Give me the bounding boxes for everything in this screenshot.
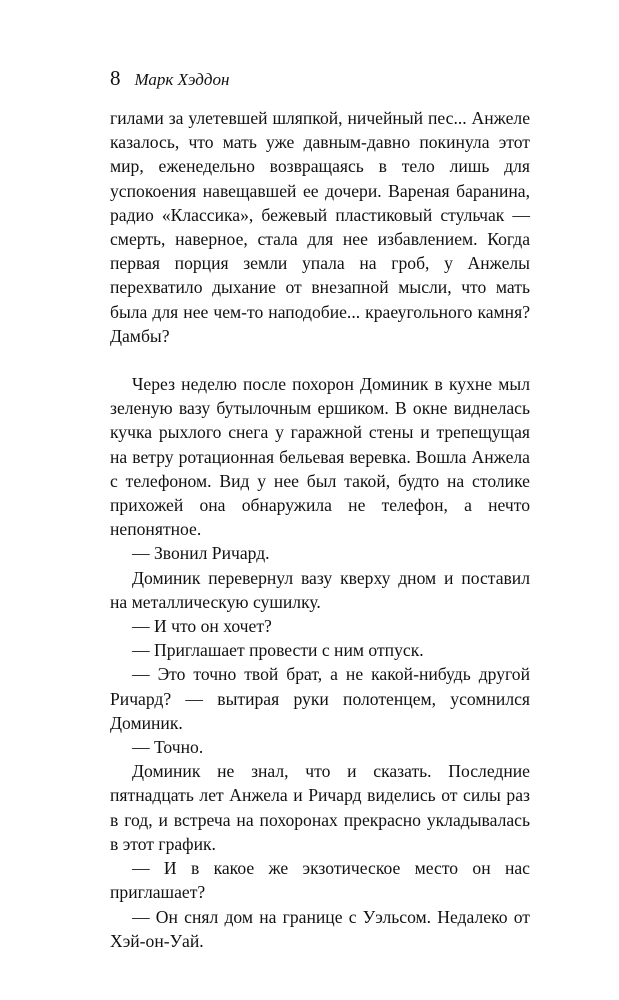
dialogue-line: — Он снял дом на границе с Уэльсом. Недалеко от Хэй-он-Уай. xyxy=(110,906,530,951)
paragraph: Доминик перевернул вазу кверху дном и поставил на металлическую сушилку. xyxy=(110,567,530,612)
book-page xyxy=(110,66,530,953)
dialogue-line: — Приглашает провести с ним отпуск. xyxy=(132,640,424,661)
paragraph-continued: гилами за улетевшей шляпкой, ничейный пес... Анжеле казалось, что мать уже давным-давно покинула этот мир, еженедельно возвращаясь в тело лишь для успокоения навещавшей ее дочери. Вареная баранина, радио «Классика», бежевый пластиковый стульчак — смерть, наверное, стала для нее избавлением. Когда первая порция земли упала на гроб, у Анжелы перехватило дыхание от внезапной мысли, что мать была для нее чем-то наподобие... краеугольного камня? Дамбы? xyxy=(110,108,530,346)
body-text xyxy=(110,106,530,953)
dialogue-line: — И что он хочет? xyxy=(132,616,272,637)
dialogue-line: — Звонил Ричард. xyxy=(132,543,270,564)
dialogue-line: — И в какое же экзотическое место он нас приглашает? xyxy=(110,858,530,903)
paragraph: Доминик не знал, что и сказать. Последние пятнадцать лет Анжела и Ричард виделись от силы раз в год, и встреча на похоронах прекрасно укладывалась в этот график. xyxy=(110,761,530,854)
dialogue-line: — Точно. xyxy=(132,737,204,758)
paragraph: Через неделю после похорон Доминик в кухне мыл зеленую вазу бутылочным ершиком. В окне виднелась кучка рыхлого снега у гаражной стены и трепещущая на ветру ротационная бельевая веревка. Вошла Анжела с телефоном. Вид у нее был такой, будто на столике прихожей она обнаружила не телефон, а нечто непонятное. xyxy=(110,374,530,540)
page-number: 8 xyxy=(110,66,121,90)
running-header xyxy=(110,66,530,106)
dialogue-line: — Это точно твой брат, а не какой-нибудь другой Ричард? — вытирая руки полотенцем, усомнился Доминик. xyxy=(110,664,530,733)
author-name: Марк Хэддон xyxy=(134,70,230,89)
